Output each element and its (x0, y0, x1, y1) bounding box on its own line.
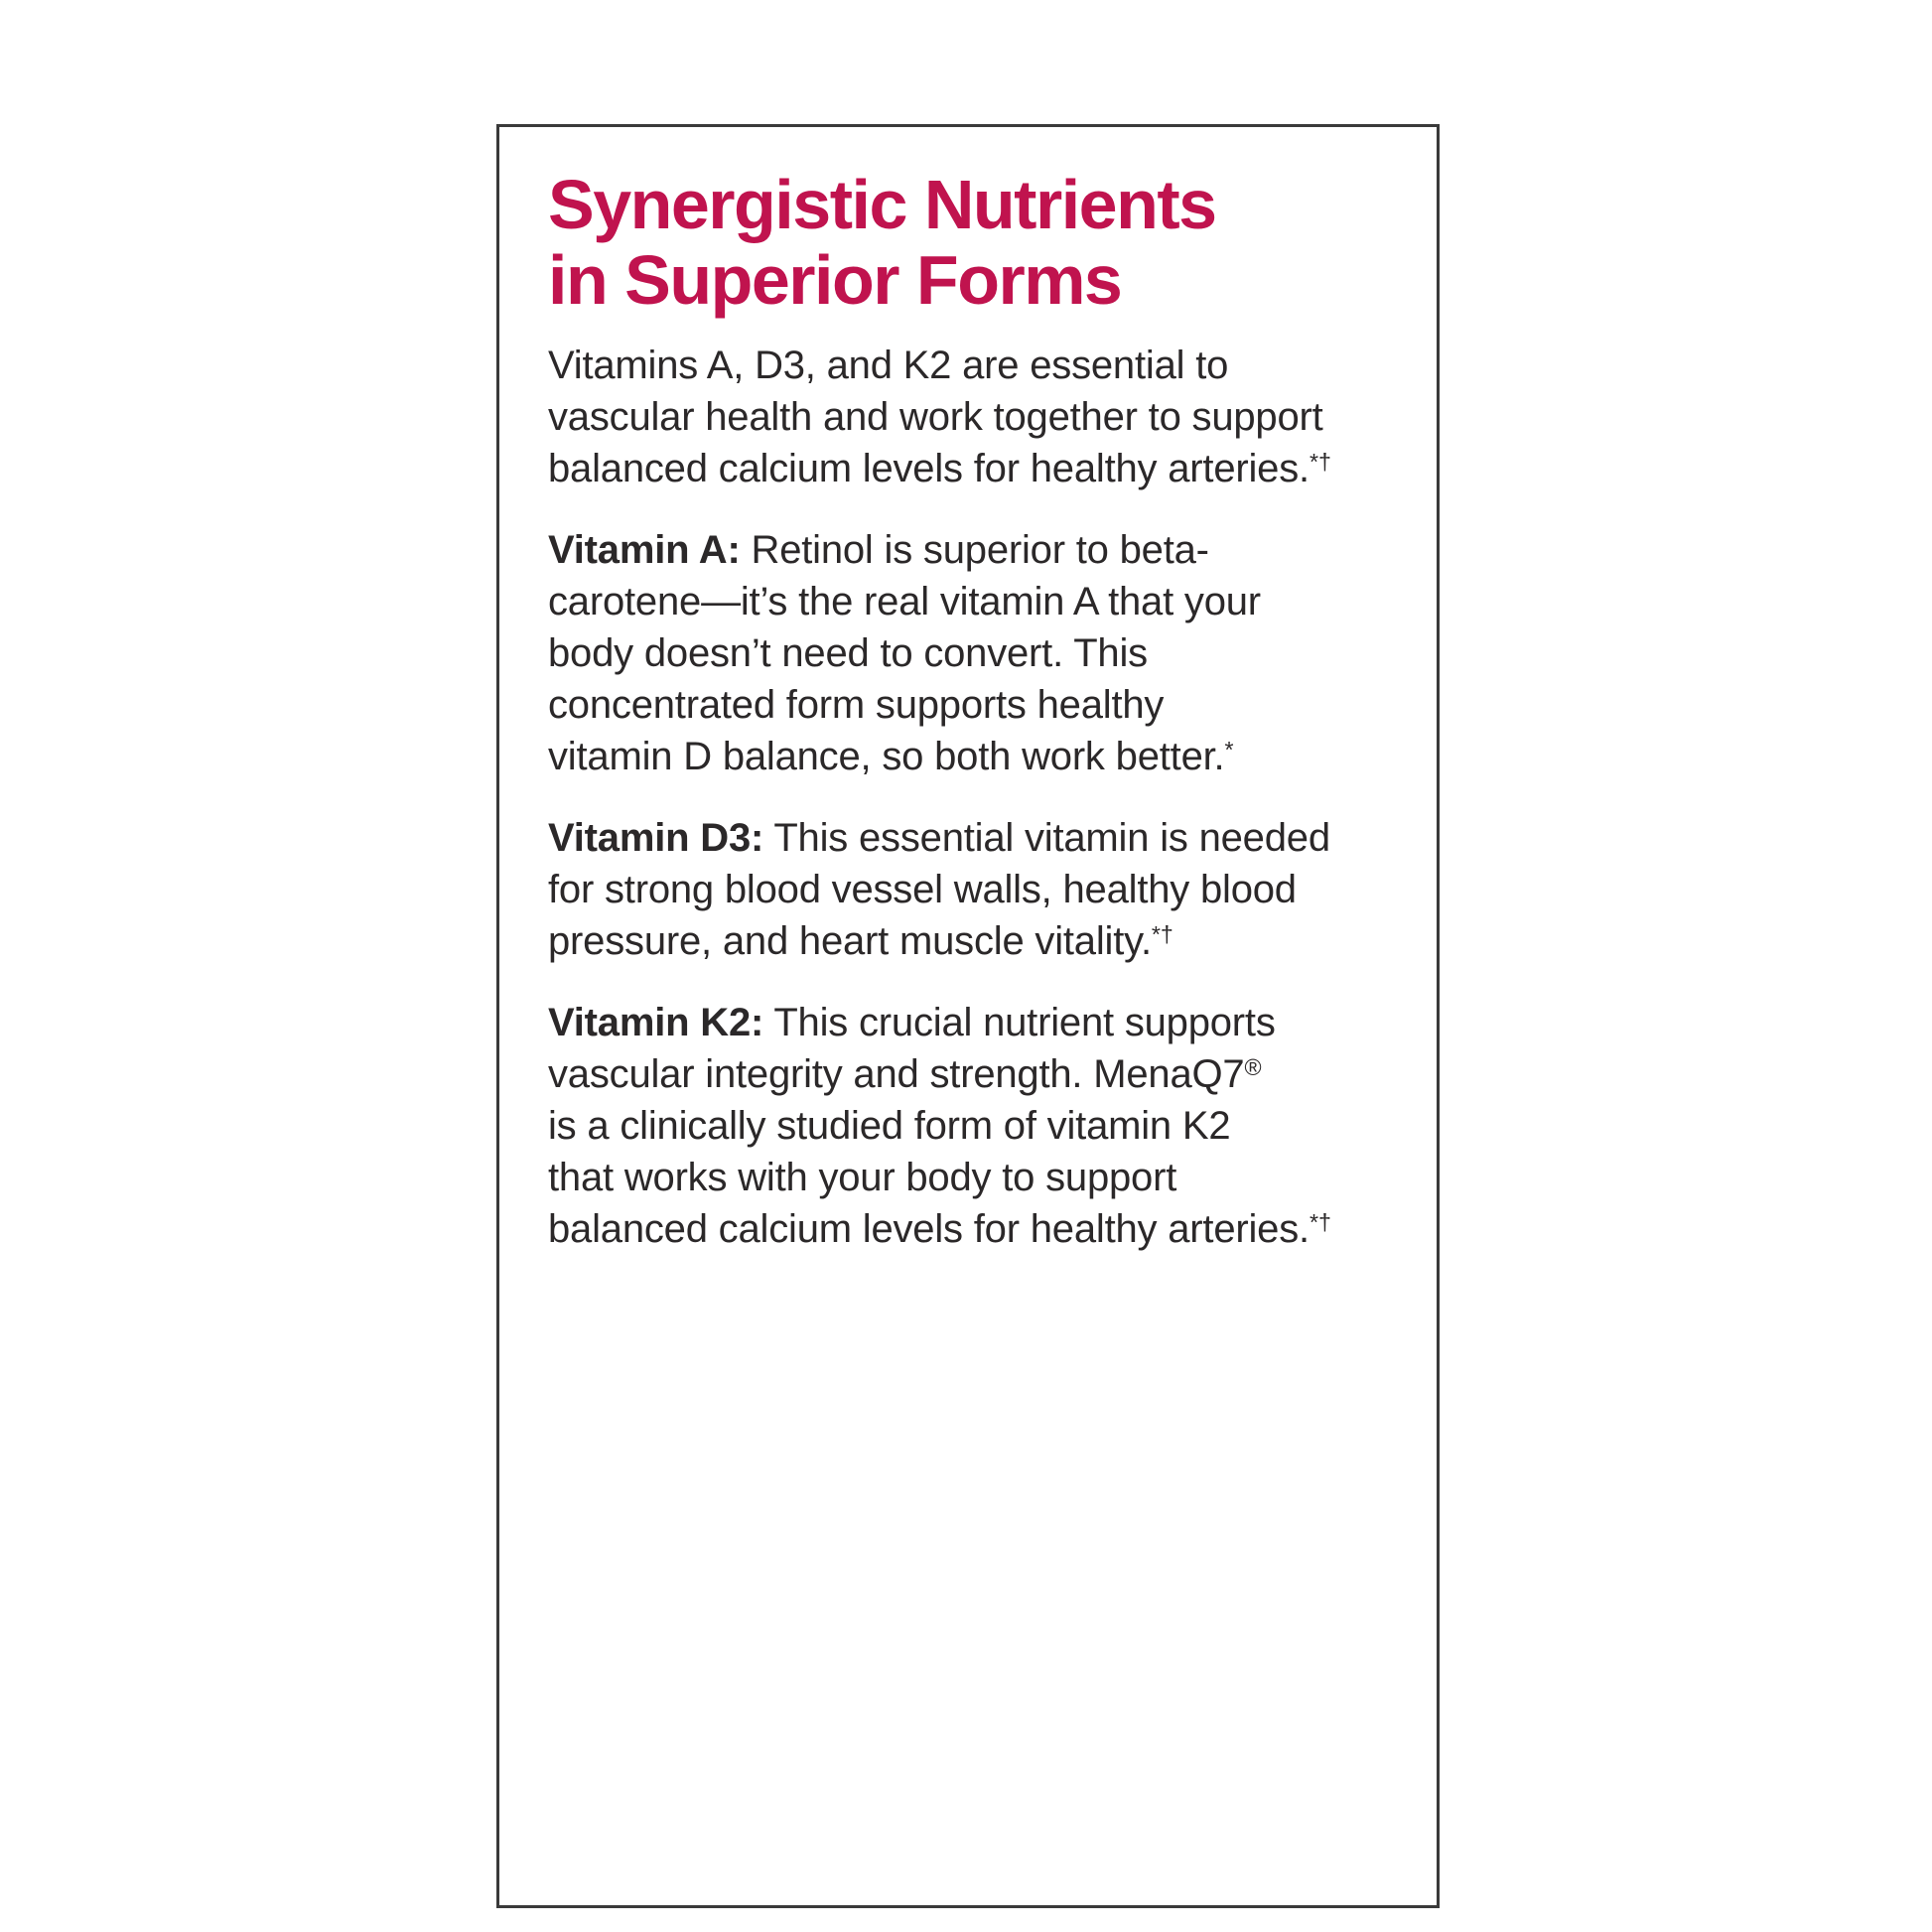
text-line: concentrated form supports healthy (548, 683, 1165, 727)
text-line: vascular integrity and strength. MenaQ7® (548, 1052, 1262, 1096)
text-line: balanced calcium levels for healthy arteries.*† (548, 1207, 1331, 1251)
panel-title-line1: Synergistic Nutrients (548, 166, 1216, 243)
paragraph-lead: Vitamin A: (548, 528, 741, 572)
paragraph-lead: Vitamin K2: (548, 1001, 764, 1044)
text-line: for strong blood vessel walls, healthy blood (548, 868, 1297, 911)
text-line: Vitamin D3: This essential vitamin is needed (548, 816, 1330, 860)
body-paragraphs (548, 340, 1409, 1255)
text-line: is a clinically studied form of vitamin K2 (548, 1104, 1231, 1148)
superscript-marks: *† (1151, 920, 1173, 947)
paragraph (548, 340, 1409, 494)
paragraph-lead: Vitamin D3: (548, 816, 764, 860)
text-line: Vitamins A, D3, and K2 are essential to (548, 344, 1229, 387)
text-line: that works with your body to support (548, 1156, 1177, 1199)
text-line: vitamin D balance, so both work better.* (548, 735, 1234, 778)
text-line: pressure, and heart muscle vitality.*† (548, 919, 1173, 963)
superscript-marks: *† (1309, 1208, 1331, 1235)
text-line: body doesn’t need to convert. This (548, 631, 1148, 675)
superscript-marks: ® (1244, 1053, 1262, 1080)
panel-title (548, 167, 1409, 318)
paragraph (548, 997, 1409, 1255)
panel-title-line2: in Superior Forms (548, 241, 1122, 319)
text-line: Vitamin A: Retinol is superior to beta- (548, 528, 1209, 572)
paragraph (548, 524, 1409, 782)
superscript-marks: * (1224, 736, 1234, 762)
text-line: Vitamin K2: This crucial nutrient supports (548, 1001, 1276, 1044)
text-line: balanced calcium levels for healthy arteries.*† (548, 447, 1331, 490)
superscript-marks: *† (1309, 448, 1331, 475)
paragraph (548, 812, 1409, 967)
text-line: vascular health and work together to support (548, 395, 1323, 439)
label-panel (496, 124, 1440, 1908)
text-line: carotene—it’s the real vitamin A that your (548, 580, 1261, 623)
